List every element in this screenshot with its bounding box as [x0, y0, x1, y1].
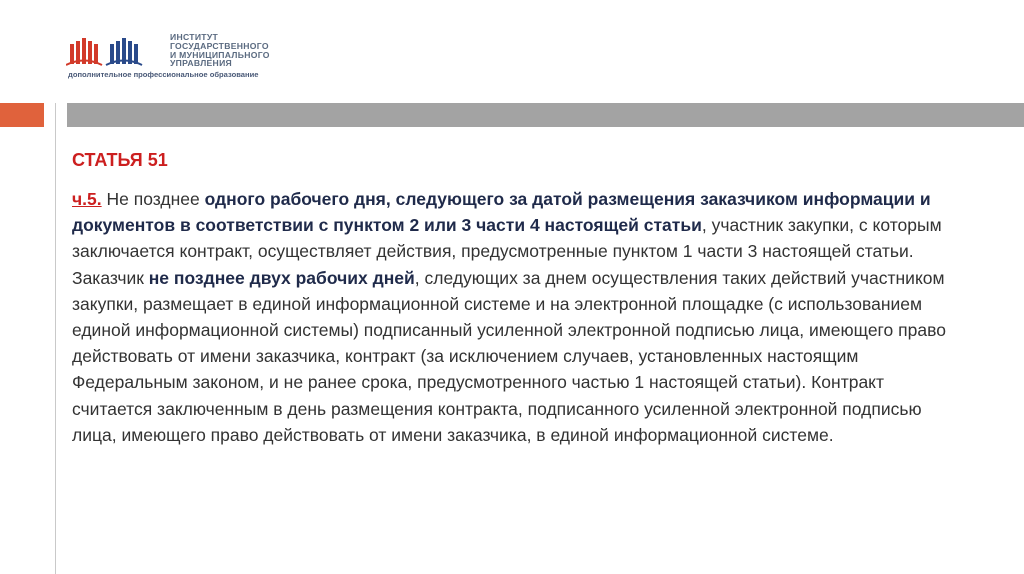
body-segment: , участник закупки, с которым заключается контракт, осуществляет действия, предусмотренные пунктом 1 части 3 настоящей статьи. Заказчик — [72, 215, 942, 288]
body-bold-segment: одного рабочего дня, следующего за датой размещения заказчиком информации и документов в соответствии с пунктом 2 или 3 части 4 настоящей статьи — [72, 189, 931, 236]
logo-line: И МУНИЦИПАЛЬНОГО — [170, 49, 270, 60]
vertical-divider — [55, 103, 56, 574]
institute-logo — [66, 32, 306, 80]
body-bold-segment: не позднее двух рабочих дней — [148, 267, 415, 288]
accent-band — [0, 103, 44, 127]
logo-name — [170, 33, 270, 68]
part-label: ч.5. — [72, 189, 102, 209]
logo-line: ИНСТИТУТ — [170, 32, 219, 42]
logo-line: ГОСУДАРСТВЕННОГО — [170, 40, 269, 51]
logo-subtitle: дополнительное профессиональное образование — [68, 70, 259, 79]
books-logo-icon — [66, 32, 170, 68]
logo-line: УПРАВЛЕНИЯ — [170, 58, 233, 69]
header-band — [67, 103, 1024, 127]
body-segment: , следующих за днем осуществления таких действий участником закупки, размещает в единой информационной системе и на электронной площадке (с использованием единой информационной системы) подписанный усиленной электронной подписью лица, имеющего право действовать от имени заказчика, контракт (за исключением случаев, установленных настоящим Федеральным законом, и не ранее срока, предусмотренного частью 1 настоящей статьи). Контракт считается заключенным в день размещения контракта, подписанного усиленной электронной подписью лица, имеющего право действовать от имени заказчика, в единой информационной системе. — [72, 267, 946, 445]
body-segment: Не позднее — [101, 189, 205, 209]
article-body — [72, 186, 952, 448]
article-title: СТАТЬЯ 51 — [72, 150, 168, 170]
